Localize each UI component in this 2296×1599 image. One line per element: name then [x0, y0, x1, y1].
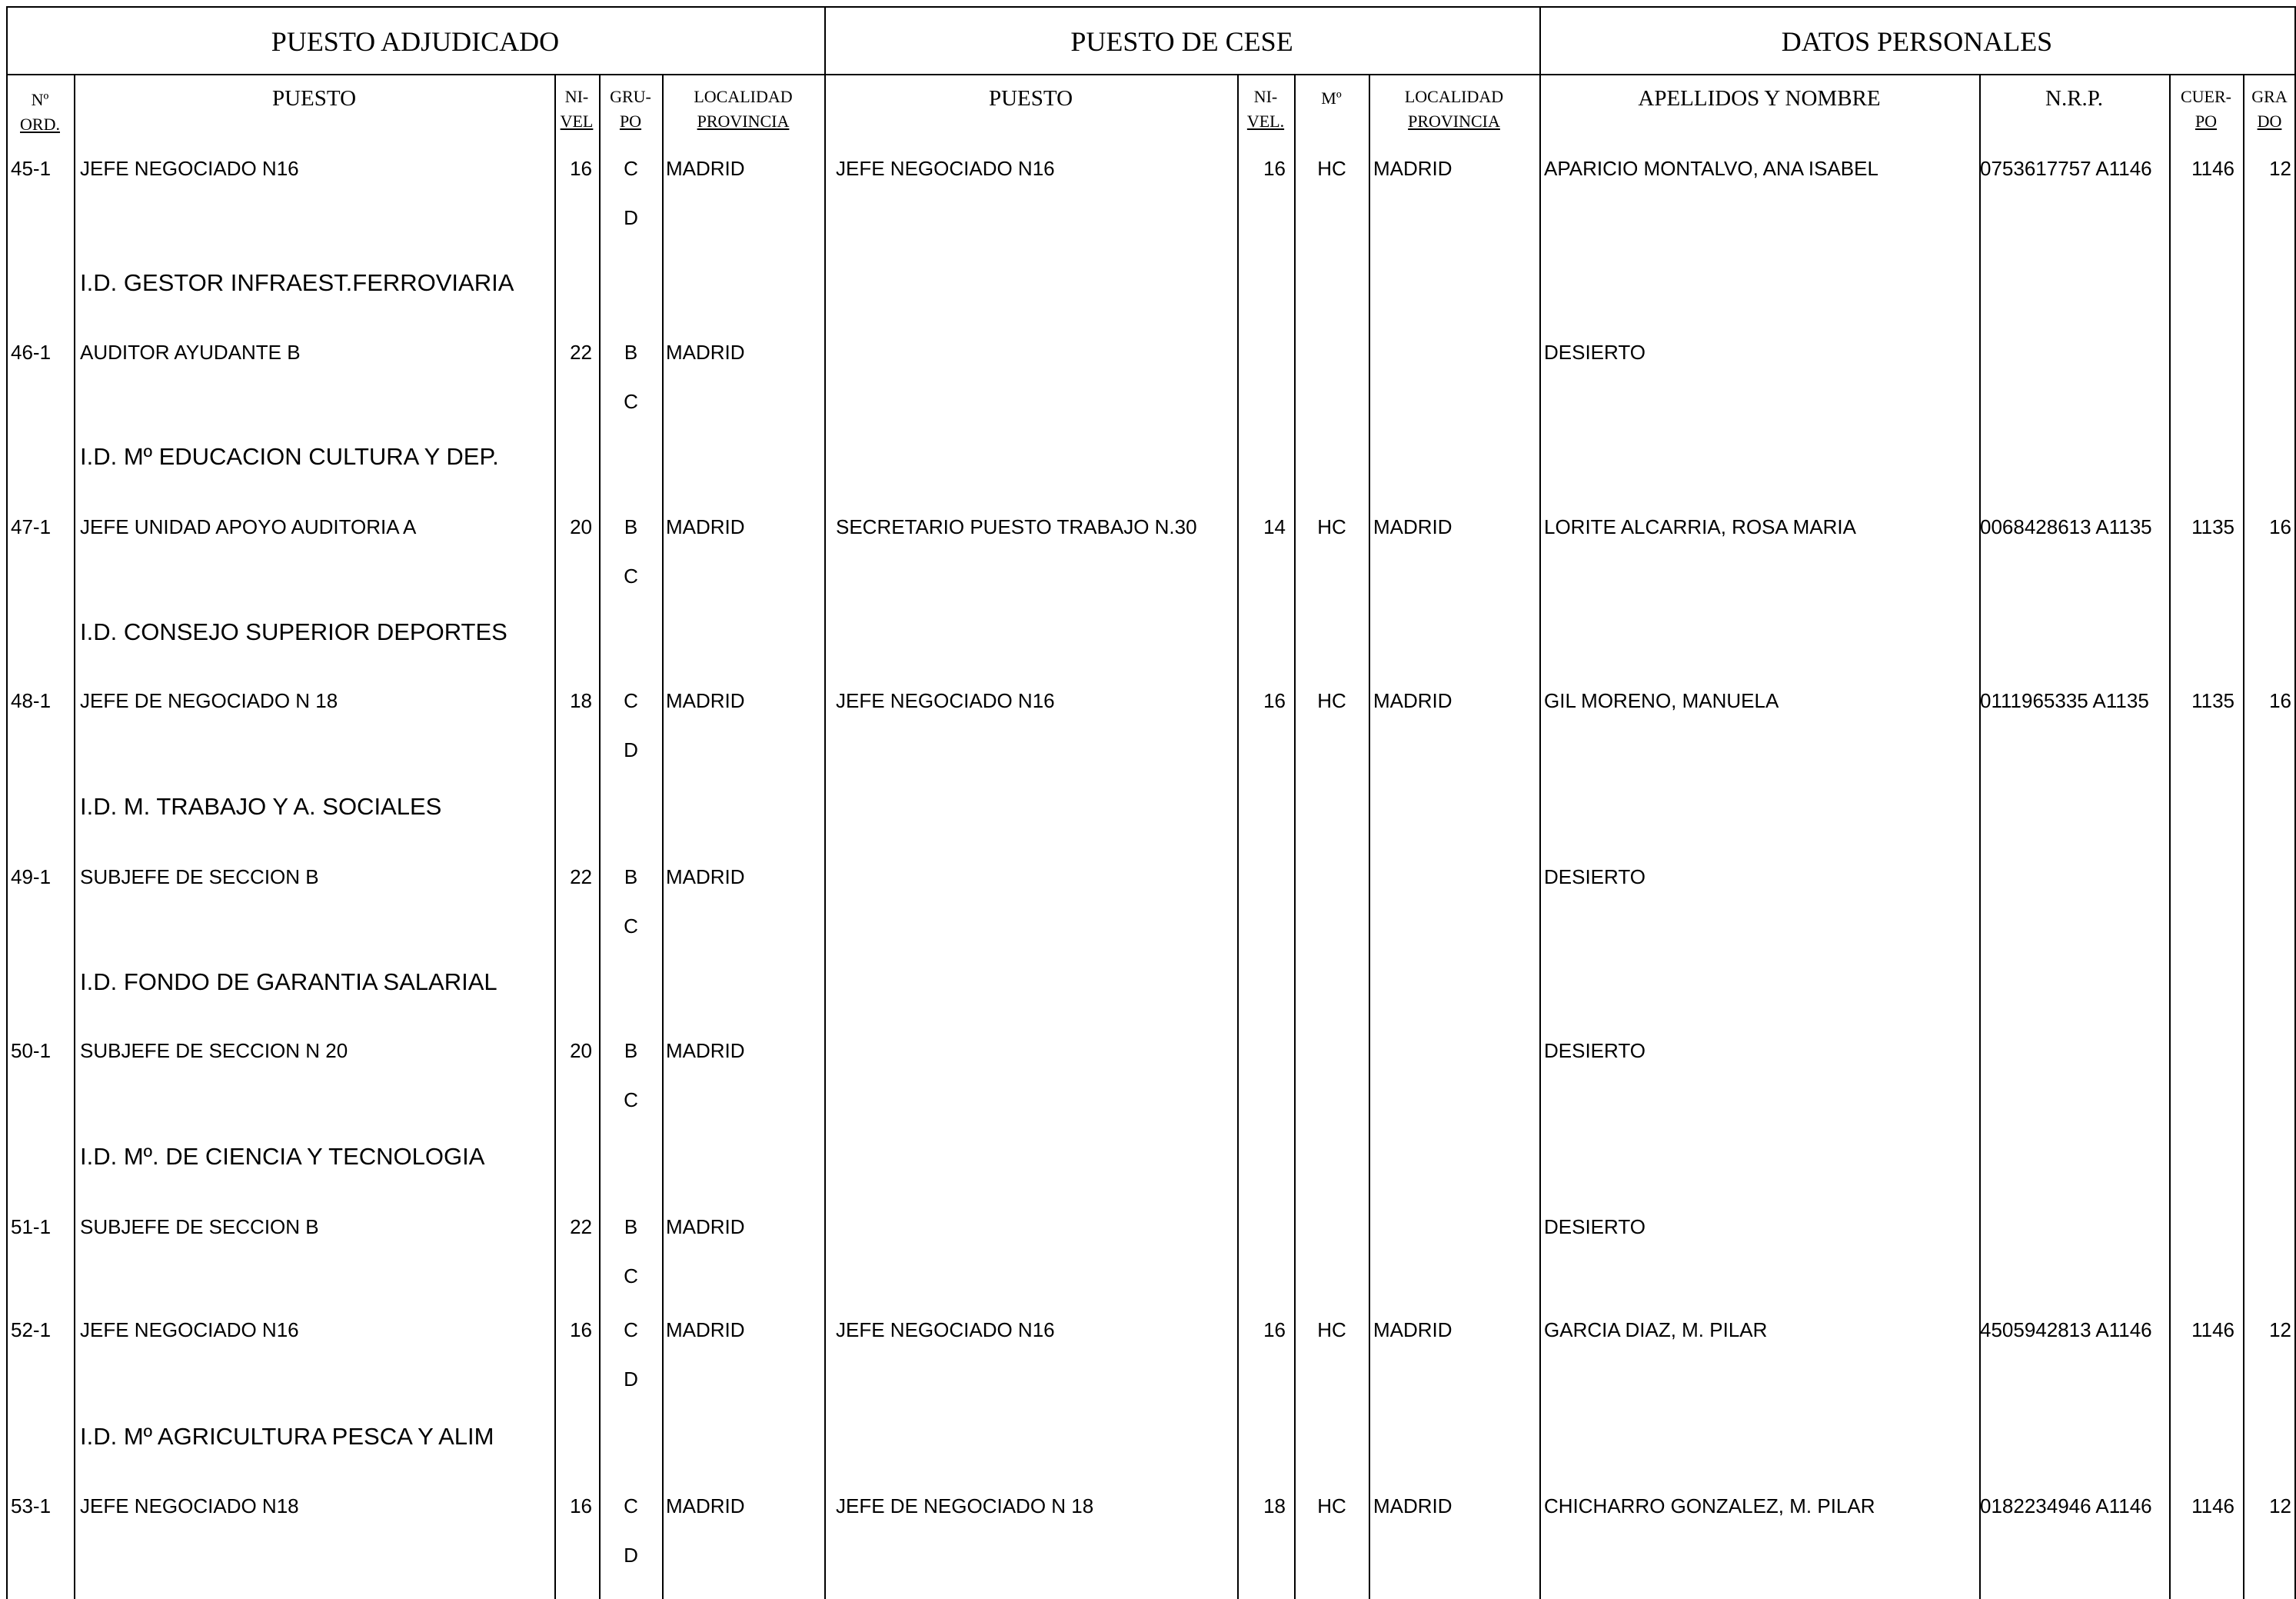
- col-header-num-ord: Nº ORD.: [20, 90, 60, 134]
- organism-heading: I.D. CONSEJO SUPERIOR DEPORTES: [80, 618, 507, 645]
- puesto-cell: AUDITOR AYUDANTE B: [80, 341, 301, 364]
- order-number-cell: 47-1: [11, 515, 52, 538]
- grado-cell: 12: [2269, 157, 2291, 180]
- cese-nivel-cell: 16: [1263, 689, 1286, 712]
- grupo-cell: C: [624, 689, 638, 712]
- cuerpo-cell: 1146: [2191, 157, 2234, 180]
- nivel-cell: 16: [570, 1318, 592, 1341]
- nrp-cell: 0182234946 A1146: [1980, 1494, 2152, 1517]
- col-header-puesto: PUESTO: [271, 86, 357, 111]
- grado-cell: 12: [2269, 1318, 2291, 1341]
- cese-puesto-cell: JEFE NEGOCIADO N16: [836, 157, 1055, 180]
- grupo-cell-secondary: D: [624, 206, 638, 229]
- col-header-grado: GRA DO: [2251, 87, 2288, 131]
- grado-cell: 16: [2269, 689, 2291, 712]
- grupo-cell-secondary: C: [624, 914, 638, 938]
- grupo-cell: B: [624, 341, 638, 364]
- grado-cell: 16: [2269, 515, 2291, 538]
- nrp-cell: 0753617757 A1146: [1980, 157, 2152, 180]
- section-divider-1: [824, 6, 826, 1599]
- puesto-cell: JEFE NEGOCIADO N16: [80, 157, 299, 180]
- apellidos-nombre-cell: DESIERTO: [1544, 341, 1645, 364]
- puesto-cell: SUBJEFE DE SECCION B: [80, 865, 319, 888]
- cese-nivel-cell: 16: [1263, 1318, 1286, 1341]
- order-number-cell: 50-1: [11, 1039, 52, 1062]
- cese-puesto-cell: SECRETARIO PUESTO TRABAJO N.30: [836, 515, 1197, 538]
- col-header-cuerpo: CUER- PO: [2181, 87, 2231, 131]
- order-number-cell: 46-1: [11, 341, 52, 364]
- organism-heading: I.D. M. TRABAJO Y A. SOCIALES: [80, 793, 442, 820]
- apellidos-nombre-cell: LORITE ALCARRIA, ROSA MARIA: [1544, 515, 1856, 538]
- section-title-adjudicado: PUESTO ADJUDICADO: [271, 26, 560, 57]
- localidad-cell: MADRID: [666, 1039, 745, 1062]
- cese-puesto-cell: JEFE NEGOCIADO N16: [836, 689, 1055, 712]
- cese-localidad-cell: MADRID: [1373, 1494, 1452, 1517]
- order-number-cell: 49-1: [11, 865, 52, 888]
- col-header-apellidos: APELLIDOS Y NOMBRE: [1638, 86, 1881, 111]
- section-band-bottom-border: [6, 74, 2296, 75]
- nivel-cell: 22: [570, 1215, 592, 1238]
- grupo-cell-secondary: D: [624, 1544, 638, 1567]
- col-header-nrp: N.R.P.: [2045, 86, 2103, 111]
- puesto-cell: JEFE NEGOCIADO N18: [80, 1494, 299, 1517]
- nivel-cell: 18: [570, 689, 592, 712]
- apellidos-nombre-cell: DESIERTO: [1544, 865, 1645, 888]
- localidad-cell: MADRID: [666, 689, 745, 712]
- grupo-cell: C: [624, 1494, 638, 1517]
- cuerpo-cell: 1135: [2191, 689, 2234, 712]
- apellidos-nombre-cell: GARCIA DIAZ, M. PILAR: [1544, 1318, 1768, 1341]
- localidad-cell: MADRID: [666, 515, 745, 538]
- cese-nivel-cell: 18: [1263, 1494, 1286, 1517]
- section-title-cese: PUESTO DE CESE: [1070, 26, 1293, 57]
- nivel-cell: 16: [570, 1494, 592, 1517]
- order-number-cell: 51-1: [11, 1215, 52, 1238]
- ministerio-cell: HC: [1317, 689, 1346, 712]
- cese-nivel-cell: 14: [1263, 515, 1286, 538]
- cese-puesto-cell: JEFE NEGOCIADO N16: [836, 1318, 1055, 1341]
- nivel-cell: 22: [570, 341, 592, 364]
- grupo-cell: B: [624, 515, 638, 538]
- grupo-cell: B: [624, 865, 638, 888]
- organism-heading: I.D. Mº AGRICULTURA PESCA Y ALIM: [80, 1423, 494, 1450]
- nrp-cell: 0111965335 A1135: [1980, 689, 2149, 712]
- apellidos-nombre-cell: APARICIO MONTALVO, ANA ISABEL: [1544, 157, 1878, 180]
- nrp-cell: 4505942813 A1146: [1980, 1318, 2152, 1341]
- apellidos-nombre-cell: GIL MORENO, MANUELA: [1544, 689, 1779, 712]
- organism-heading: I.D. GESTOR INFRAEST.FERROVIARIA: [80, 269, 514, 296]
- apellidos-nombre-cell: DESIERTO: [1544, 1215, 1645, 1238]
- col-divider-ord: [74, 74, 75, 1599]
- cuerpo-cell: 1146: [2191, 1318, 2234, 1341]
- grupo-cell-secondary: D: [624, 738, 638, 761]
- col-header-localidad: LOCALIDAD PROVINCIA: [694, 87, 793, 131]
- organism-heading: I.D. FONDO DE GARANTIA SALARIAL: [80, 968, 497, 995]
- localidad-cell: MADRID: [666, 1215, 745, 1238]
- ministerio-cell: HC: [1317, 515, 1346, 538]
- localidad-cell: MADRID: [666, 1494, 745, 1517]
- table-top-border: [6, 6, 2296, 8]
- puesto-cell: SUBJEFE DE SECCION B: [80, 1215, 319, 1238]
- col-divider-grupo: [662, 74, 664, 1599]
- grupo-cell-secondary: C: [624, 1088, 638, 1111]
- nrp-cell: 0068428613 A1135: [1980, 515, 2152, 538]
- cese-localidad-cell: MADRID: [1373, 515, 1452, 538]
- cese-localidad-cell: MADRID: [1373, 1318, 1452, 1341]
- col-header-nivel: NI- VEL: [560, 87, 594, 131]
- localidad-cell: MADRID: [666, 1318, 745, 1341]
- localidad-cell: MADRID: [666, 341, 745, 364]
- order-number-cell: 48-1: [11, 689, 52, 712]
- cuerpo-cell: 1135: [2191, 515, 2234, 538]
- puesto-cell: JEFE NEGOCIADO N16: [80, 1318, 299, 1341]
- localidad-cell: MADRID: [666, 865, 745, 888]
- grupo-cell: B: [624, 1215, 638, 1238]
- col-header-cese-localidad: LOCALIDAD PROVINCIA: [1404, 87, 1504, 131]
- apellidos-nombre-cell: DESIERTO: [1544, 1039, 1645, 1062]
- grupo-cell: C: [624, 1318, 638, 1341]
- ministerio-cell: HC: [1317, 157, 1346, 180]
- col-header-grupo: GRU- PO: [610, 87, 651, 131]
- puesto-cell: JEFE UNIDAD APOYO AUDITORIA A: [80, 515, 417, 538]
- ministerio-cell: HC: [1317, 1318, 1346, 1341]
- grupo-cell: B: [624, 1039, 638, 1062]
- nivel-cell: 16: [570, 157, 592, 180]
- localidad-cell: MADRID: [666, 157, 745, 180]
- grupo-cell-secondary: C: [624, 390, 638, 413]
- col-header-mo: Mº: [1321, 88, 1342, 108]
- puesto-cell: SUBJEFE DE SECCION N 20: [80, 1039, 348, 1062]
- organism-heading: I.D. Mº. DE CIENCIA Y TECNOLOGIA: [80, 1143, 485, 1170]
- order-number-cell: 45-1: [11, 157, 52, 180]
- table-left-border: [6, 6, 8, 1599]
- grupo-cell: C: [624, 157, 638, 180]
- organism-heading: I.D. Mº EDUCACION CULTURA Y DEP.: [80, 443, 499, 470]
- nivel-cell: 20: [570, 515, 592, 538]
- puesto-cell: JEFE DE NEGOCIADO N 18: [80, 689, 338, 712]
- nivel-cell: 22: [570, 865, 592, 888]
- section-divider-2: [1539, 6, 1541, 1599]
- col-header-cese-puesto: PUESTO: [988, 86, 1073, 111]
- col-header-cese-nivel: NI- VEL.: [1246, 87, 1285, 131]
- cese-localidad-cell: MADRID: [1373, 689, 1452, 712]
- order-number-cell: 53-1: [11, 1494, 52, 1517]
- col-divider-mo: [1369, 74, 1370, 1599]
- apellidos-nombre-cell: CHICHARRO GONZALEZ, M. PILAR: [1544, 1494, 1875, 1517]
- cuerpo-cell: 1146: [2191, 1494, 2234, 1517]
- col-divider-cese-nivel: [1294, 74, 1296, 1599]
- grupo-cell-secondary: C: [624, 1264, 638, 1288]
- col-divider-cuerpo: [2243, 74, 2244, 1599]
- col-divider-puesto: [554, 74, 556, 1599]
- col-divider-nrp: [2169, 74, 2171, 1599]
- nivel-cell: 20: [570, 1039, 592, 1062]
- order-number-cell: 52-1: [11, 1318, 52, 1341]
- grupo-cell-secondary: C: [624, 565, 638, 588]
- grado-cell: 12: [2269, 1494, 2291, 1517]
- cese-nivel-cell: 16: [1263, 157, 1286, 180]
- ministerio-cell: HC: [1317, 1494, 1346, 1517]
- cese-localidad-cell: MADRID: [1373, 157, 1452, 180]
- cese-puesto-cell: JEFE DE NEGOCIADO N 18: [836, 1494, 1094, 1517]
- section-title-personales: DATOS PERSONALES: [1781, 26, 2053, 57]
- grupo-cell-secondary: D: [624, 1367, 638, 1391]
- col-divider-apellidos: [1979, 74, 1981, 1599]
- col-divider-cese-puesto: [1237, 74, 1239, 1599]
